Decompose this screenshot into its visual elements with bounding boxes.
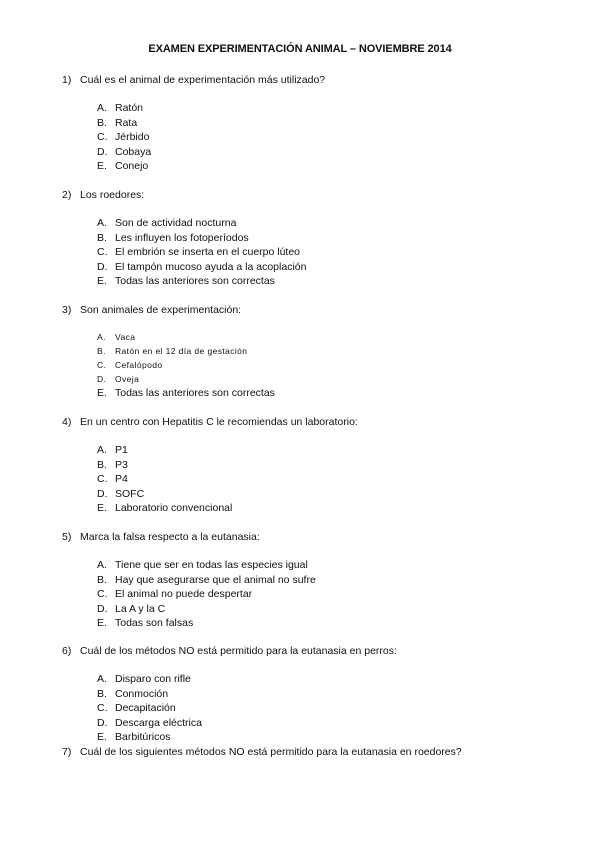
option-e <box>97 501 232 516</box>
option-c <box>97 358 275 372</box>
option-letter: B. <box>97 346 106 356</box>
option-letter: E. <box>97 275 107 287</box>
option-letter: A. <box>97 217 107 229</box>
exam-title: EXAMEN EXPERIMENTACIÓN ANIMAL – NOVIEMBRE 2014 <box>148 43 452 55</box>
option-c <box>97 130 151 145</box>
option-d <box>97 260 306 275</box>
option-b <box>97 687 202 702</box>
option-a <box>97 216 306 231</box>
option-b <box>97 231 306 246</box>
option-d <box>97 602 316 617</box>
question-number: 1) <box>62 74 72 86</box>
question-number: 5) <box>62 531 72 543</box>
question-number: 7) <box>62 746 72 758</box>
option-a <box>97 672 202 687</box>
option-letter: E. <box>97 387 107 399</box>
option-text: P3 <box>115 458 128 471</box>
question-7-header <box>62 745 462 759</box>
option-text: Conmoción <box>115 687 169 700</box>
question-text: Cuál de los métodos NO está permitido para la eutanasia en perros: <box>80 645 397 657</box>
options-list <box>97 443 232 516</box>
option-text: El animal no puede despertar <box>115 588 253 600</box>
option-letter: E. <box>97 731 107 743</box>
question-text: Los roedores: <box>80 189 145 201</box>
option-text: Cobaya <box>115 145 152 158</box>
option-text: Oveja <box>115 374 140 384</box>
option-d <box>97 716 202 731</box>
option-text: Todas las anteriores son correctas <box>115 275 275 287</box>
option-letter: D. <box>97 716 108 729</box>
option-e <box>97 274 306 289</box>
option-text: Rata <box>115 116 138 129</box>
option-letter: E. <box>97 617 107 629</box>
option-e <box>97 616 316 631</box>
option-letter: C. <box>97 702 108 714</box>
options-list <box>97 101 151 174</box>
option-letter: D. <box>97 487 108 500</box>
option-text: Decapitación <box>115 702 176 714</box>
options-list <box>97 216 306 289</box>
option-letter: D. <box>97 374 107 384</box>
option-text: El tampón mucoso ayuda a la acoplación <box>115 260 307 273</box>
question-2-header <box>62 188 144 202</box>
option-letter: C. <box>97 473 108 485</box>
option-e <box>97 386 275 401</box>
question-number: 2) <box>62 189 72 201</box>
option-a <box>97 443 232 458</box>
option-a <box>97 558 316 573</box>
option-b <box>97 116 151 131</box>
option-letter: C. <box>97 588 108 600</box>
question-6-header <box>62 644 397 658</box>
question-number: 3) <box>62 304 72 316</box>
question-1-header <box>62 73 325 87</box>
option-letter: C. <box>97 360 107 370</box>
option-letter: B. <box>97 573 107 586</box>
option-text: Jérbido <box>115 131 150 143</box>
options-list <box>97 672 202 745</box>
option-letter: A. <box>97 559 107 571</box>
option-c <box>97 701 202 716</box>
question-text: Cuál de los siguientes métodos NO está permitido para la eutanasia en roedores? <box>80 746 462 758</box>
question-text: En un centro con Hepatitis C le recomiendas un laboratorio: <box>80 416 358 428</box>
option-letter: C. <box>97 131 108 143</box>
option-letter: B. <box>97 687 107 700</box>
option-a <box>97 330 275 344</box>
option-a <box>97 101 151 116</box>
option-d <box>97 487 232 502</box>
option-letter: D. <box>97 602 108 615</box>
question-text: Marca la falsa respecto a la eutanasia: <box>80 531 260 543</box>
question-number: 4) <box>62 416 72 428</box>
option-letter: A. <box>97 673 107 685</box>
options-list <box>97 558 316 631</box>
option-letter: A. <box>97 102 107 114</box>
option-e <box>97 159 151 174</box>
options-list <box>97 330 275 401</box>
option-letter: B. <box>97 458 107 471</box>
question-text: Cuál es el animal de experimentación más utilizado? <box>80 74 326 86</box>
option-text: Todas son falsas <box>115 617 194 629</box>
option-text: Les influyen los fotoperíodos <box>115 231 249 244</box>
option-b <box>97 573 316 588</box>
option-text: El embrión se inserta en el cuerpo lúteo <box>115 246 301 258</box>
option-letter: B. <box>97 116 107 129</box>
question-3-header <box>62 303 241 317</box>
option-e <box>97 730 202 745</box>
option-d <box>97 372 275 386</box>
option-text: SOFC <box>115 487 145 500</box>
option-letter: D. <box>97 145 108 158</box>
option-letter: E. <box>97 160 107 172</box>
option-text: P4 <box>115 473 128 485</box>
option-d <box>97 145 151 160</box>
option-letter: C. <box>97 246 108 258</box>
option-letter: E. <box>97 502 107 514</box>
question-number: 6) <box>62 645 72 657</box>
option-text: Hay que asegurarse que el animal no sufre <box>115 573 316 586</box>
question-4-header <box>62 415 358 429</box>
option-text: Son de actividad nocturna <box>115 217 237 229</box>
question-text: Son animales de experimentación: <box>80 304 242 316</box>
option-c <box>97 587 316 602</box>
option-text: Laboratorio convencional <box>115 502 233 514</box>
option-letter: D. <box>97 260 108 273</box>
option-text: P1 <box>115 444 128 456</box>
option-text: Vaca <box>115 332 136 342</box>
option-text: Ratón <box>115 102 144 114</box>
option-text: Tiene que ser en todas las especies igual <box>115 559 308 571</box>
option-letter: B. <box>97 231 107 244</box>
option-c <box>97 245 306 260</box>
option-text: Todas las anteriores son correctas <box>115 387 275 399</box>
option-text: Conejo <box>115 160 149 172</box>
option-text: Descarga eléctrica <box>115 716 202 729</box>
option-text: Ratón en el 12 día de gestación <box>115 346 248 356</box>
option-text: Cefalópodo <box>115 360 163 370</box>
question-5-header <box>62 530 260 544</box>
option-letter: A. <box>97 332 106 342</box>
option-c <box>97 472 232 487</box>
option-text: La A y la C <box>115 602 166 615</box>
option-letter: A. <box>97 444 107 456</box>
option-b <box>97 458 232 473</box>
option-text: Barbitúricos <box>115 731 171 743</box>
option-b <box>97 344 275 358</box>
option-text: Disparo con rifle <box>115 673 191 685</box>
